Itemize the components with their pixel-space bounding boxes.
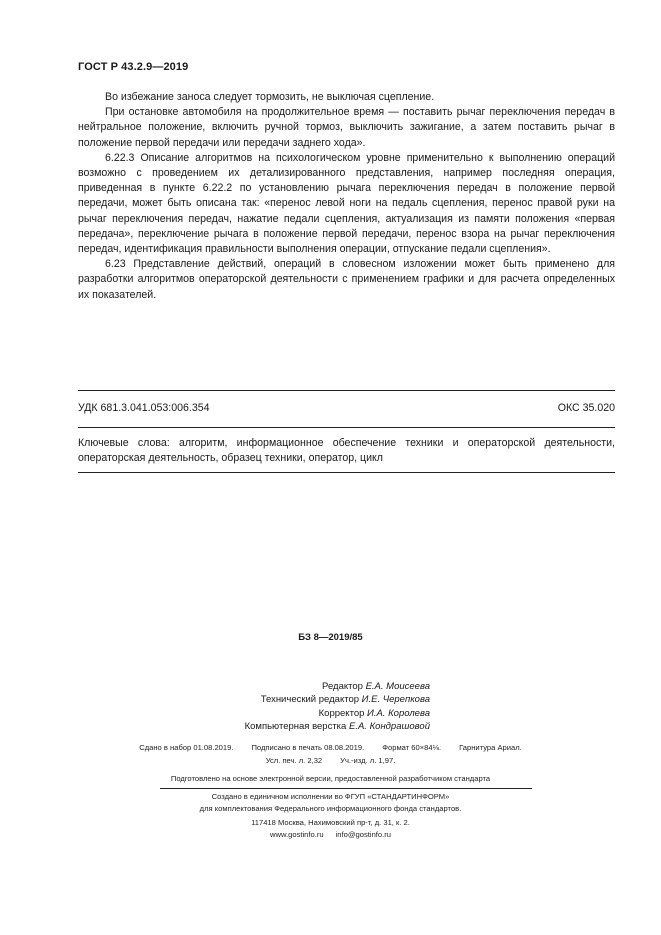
paragraph: Во избежание заноса следует тормозить, не выключая сцепление. — [105, 91, 435, 103]
paragraph: 6.22.3 Описание алгоритмов на психологическом уровне применительно к выполнению операций возможно с проведением их детализированного представления, например последняя операция, приведенная в пункте 6.22.2 по установлению рычага переключения передач в положение первой передачи, может быть описана так: «перенос левой ноги на педаль сцепления, перенос правой руки на рычаг переключения передач, нажатие педали сцепления, актуализация из памяти положения «первая передача», переключение рычага в положение первой передачи, перенос взора на рычаг переключения передач, идентификация правильности выполнения операции, отпускание педали сцепления». — [78, 151, 615, 256]
contacts — [0, 829, 661, 841]
imprint-line-1: Сдано в набор 01.08.2019. Подписано в печать 08.08.2019. Формат 60×84⅛. Гарнитура Ариал. — [139, 743, 522, 752]
divider-bottom — [78, 472, 615, 473]
divider-middle — [78, 427, 615, 428]
website-link[interactable]: www.gostinfo.ru — [269, 830, 324, 839]
paragraph: 6.23 Представление действий, операций в словесном изложении может быть применено для разработки алгоритмов операторской деятельности с применением графики и для расчета определенных их показателей. — [78, 258, 615, 301]
imprint-line-2: Усл. печ. л. 2,32 Уч.-изд. л. 1,97. — [265, 756, 396, 765]
credit-layout: Компьютерная верстка Е.А. Кондрашовой — [244, 721, 430, 733]
imprint-divider — [160, 788, 532, 789]
credit-tech-editor: Технический редактор И.Е. Черепкова — [260, 694, 430, 706]
keywords: Ключевые слова: алгоритм, информационное обеспечение техники и операторской деятельности, операторская деятельность, образец техники, оператор, цикл — [78, 437, 615, 465]
credits-block — [230, 680, 430, 734]
bz-number: БЗ 8—2019/85 — [298, 632, 363, 643]
udc-code: УДК 681.3.041.053:006.354 — [78, 402, 210, 414]
standard-code: ГОСТ Р 43.2.9—2019 — [78, 61, 189, 73]
created-note: Создано в единичном исполнении во ФГУП «СТАНДАРТИНФОРМ» — [211, 792, 450, 801]
address: 117418 Москва, Нахимовский пр-т, д. 31, к. 2. — [251, 818, 410, 827]
classification-line — [78, 402, 615, 414]
divider-top — [78, 390, 615, 391]
fund-note: для комплектования Федерального информационного фонда стандартов. — [199, 804, 462, 813]
credit-editor: Редактор Е.А. Моисеева — [322, 681, 430, 692]
oks-code: ОКС 35.020 — [557, 402, 615, 414]
email-link[interactable]: info@gostinfo.ru — [335, 830, 392, 839]
credit-corrector: Корректор И.А. Королева — [318, 707, 430, 719]
body-text — [78, 90, 615, 303]
prepared-note: Подготовлено на основе электронной версии, предоставленной разработчиком стандарта — [170, 774, 491, 783]
paragraph: При остановке автомобиля на продолжительное время — поставить рычаг переключения передач в нейтральное положение, включить ручной тормоз, выключить зажигание, а затем поставить рычаг в положение первой передачи или передачи заднего хода». — [78, 106, 615, 149]
